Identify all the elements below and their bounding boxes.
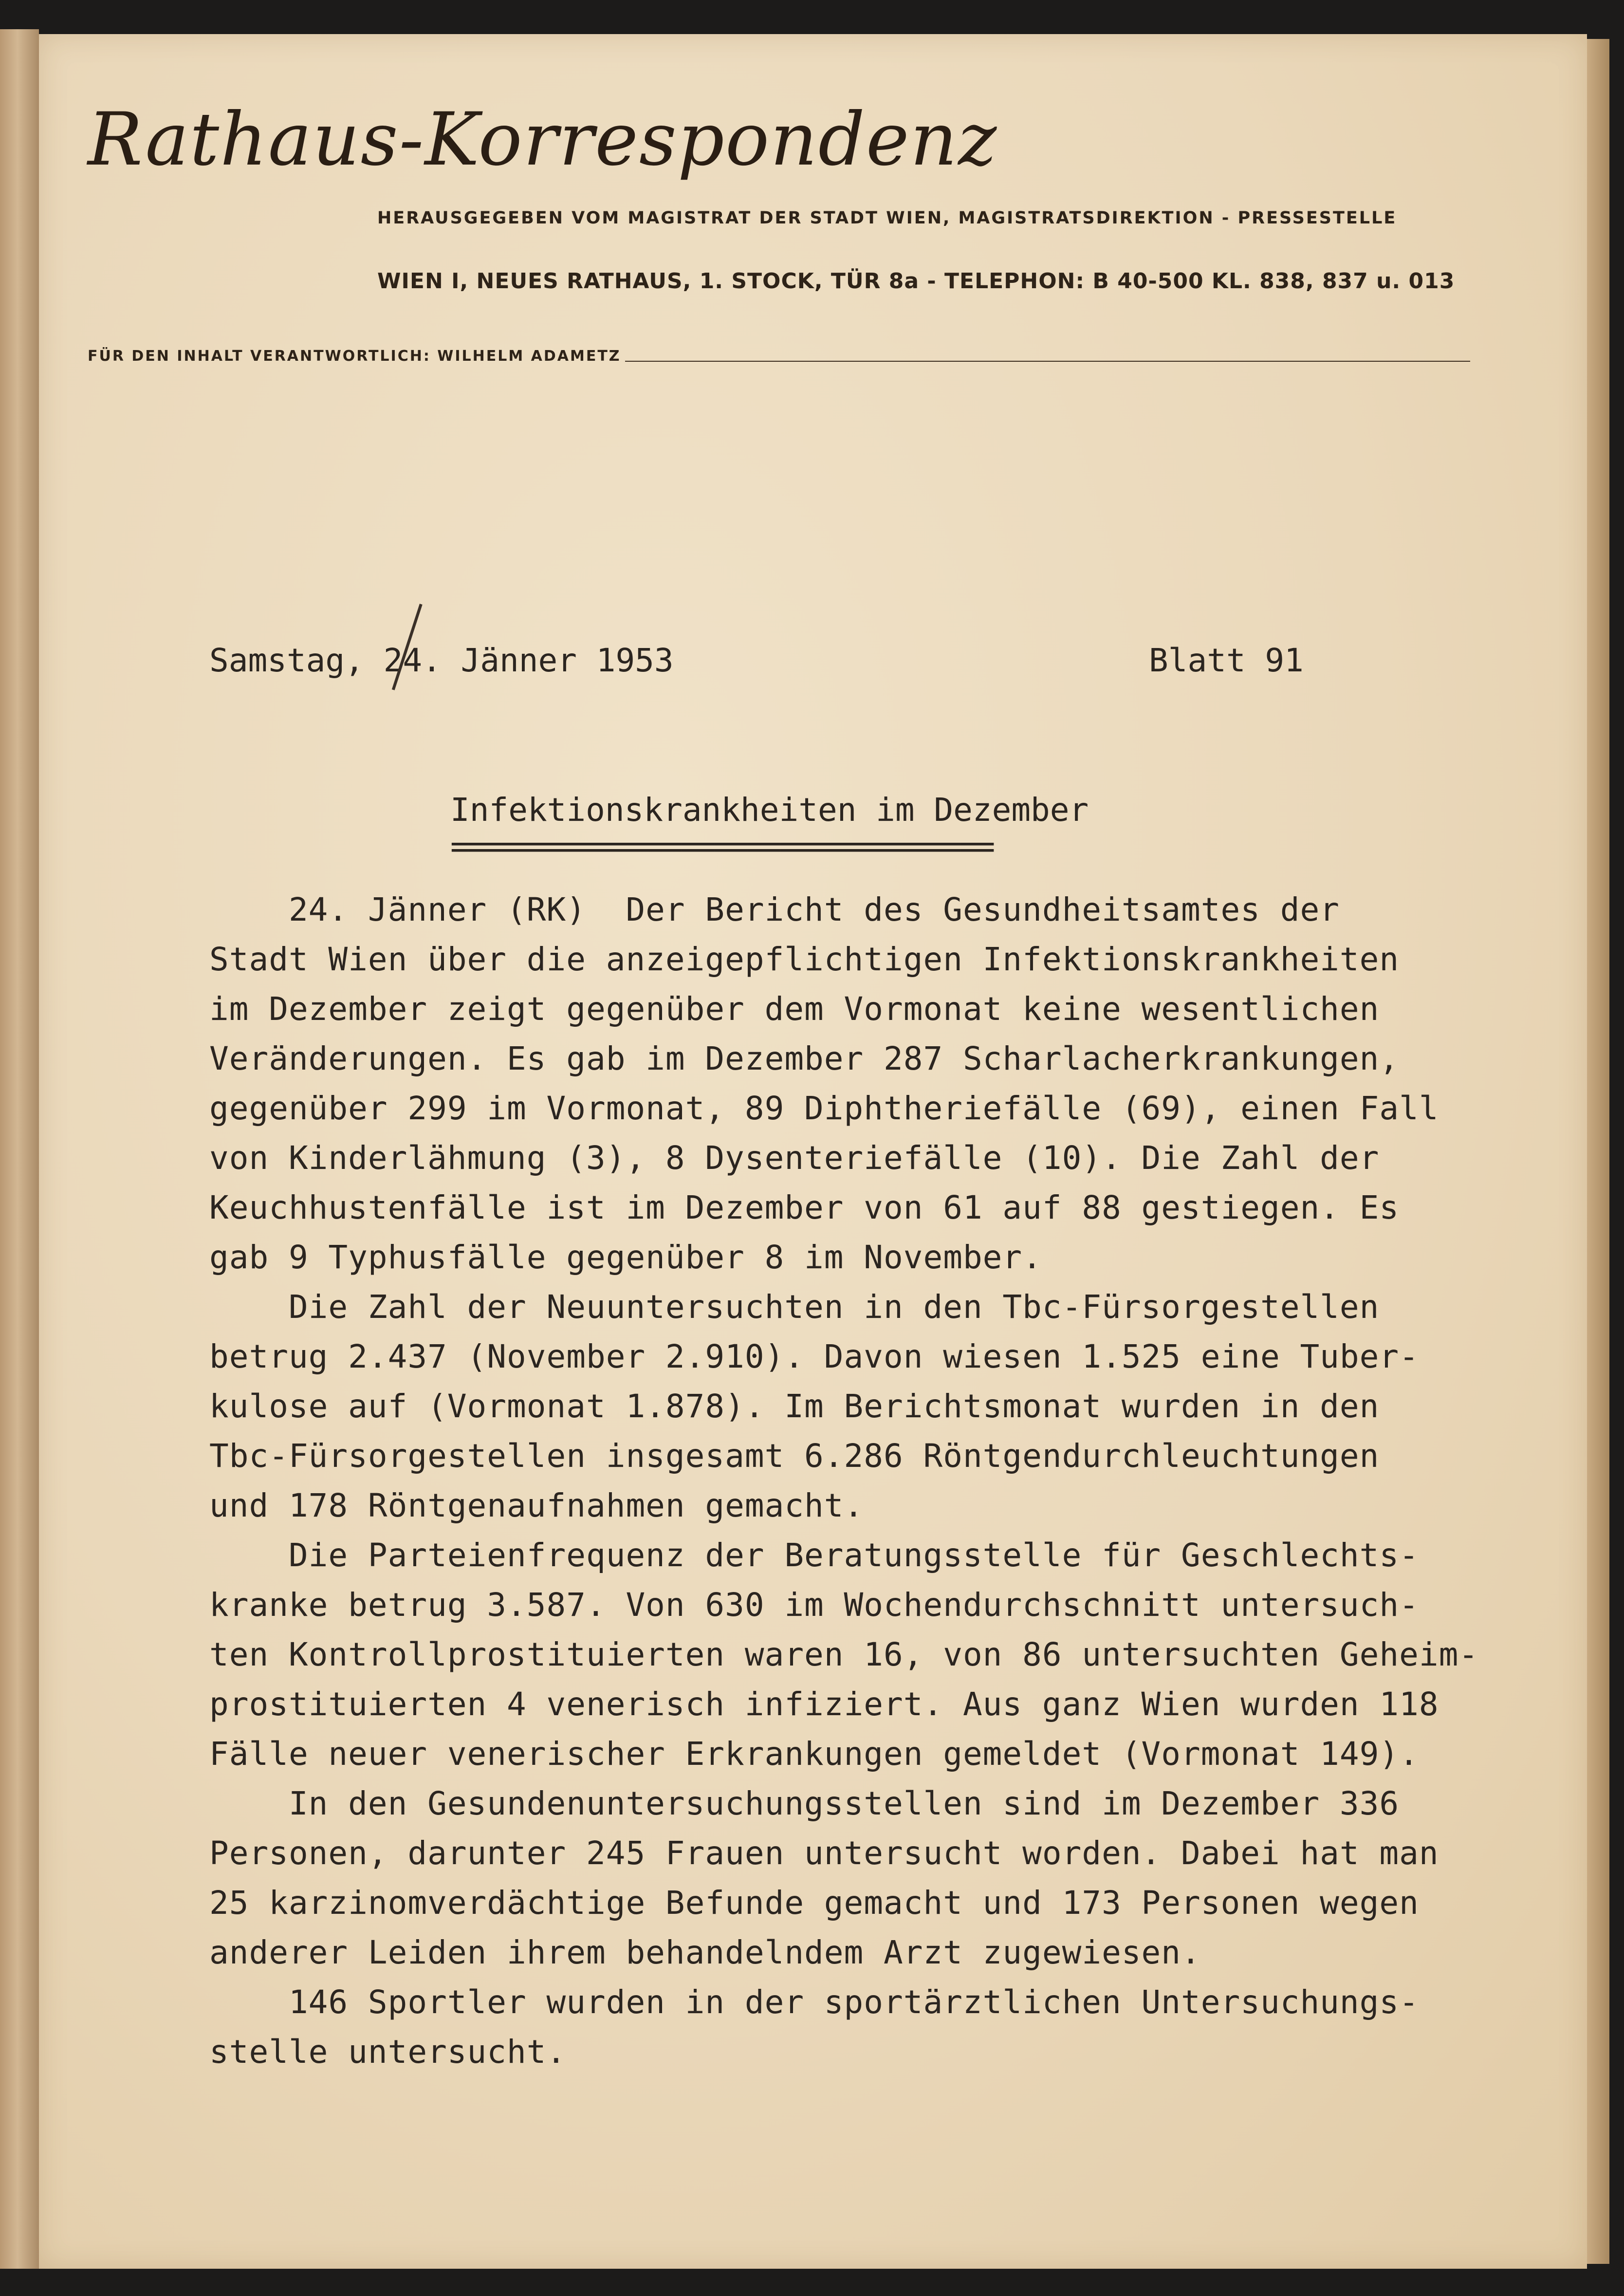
body-line: 25 karzinomverdächtige Befunde gemacht und 173 Personen wegen <box>209 1884 1419 1922</box>
body-line: von Kinderlähmung (3), 8 Dysenteriefälle (10). Die Zahl der <box>209 1139 1380 1177</box>
publisher-line: HERAUSGEGEBEN VOM MAGISTRAT DER STADT WIEN, MAGISTRATSDIREKTION - PRESSESTELLE <box>377 208 1397 228</box>
body-line: und 178 Röntgenaufnahmen gemacht. <box>209 1487 864 1524</box>
body-line: Personen, darunter 245 Frauen untersucht worden. Dabei hat man <box>209 1834 1439 1872</box>
body-line: im Dezember zeigt gegenüber dem Vormonat keine wesentlichen <box>209 990 1380 1028</box>
headline-underline: ================================= <box>450 828 993 865</box>
responsible-label: FÜR DEN INHALT VERANTWORTLICH: WILHELM ADAMETZ <box>88 348 621 365</box>
body-line: Keuchhustenfälle ist im Dezember von 61 auf 88 gestiegen. Es <box>209 1189 1400 1226</box>
headline: Infektionskrankheiten im Dezember <box>450 791 1089 829</box>
body-line: betrug 2.437 (November 2.910). Davon wiesen 1.525 eine Tuber- <box>209 1338 1419 1375</box>
body-line: Veränderungen. Es gab im Dezember 287 Scharlacherkrankungen, <box>209 1040 1400 1077</box>
responsible-row <box>88 343 1470 365</box>
address-line: WIEN I, NEUES RATHAUS, 1. STOCK, TÜR 8a - TELEPHON: B 40-500 KL. 838, 837 u. 013 <box>377 269 1455 294</box>
dateline: Samstag, 24. Jänner 1953 <box>209 642 674 679</box>
responsible-rule <box>625 361 1470 362</box>
body-line: Fälle neuer venerischer Erkrankungen gemeldet (Vormonat 149). <box>209 1735 1419 1773</box>
body-line: anderer Leiden ihrem behandelndem Arzt zugewiesen. <box>209 1934 1201 1971</box>
body-line: gegenüber 299 im Vormonat, 89 Diphtheriefälle (69), einen Fall <box>209 1090 1439 1127</box>
body-line: 146 Sportler wurden in der sportärztlichen Untersuchungs- <box>209 1983 1419 2021</box>
body-line: In den Gesundenuntersuchungsstellen sind im Dezember 336 <box>209 1785 1400 1822</box>
book-binding <box>0 29 39 2269</box>
body-line: prostituierten 4 venerisch infiziert. Aus ganz Wien wurden 118 <box>209 1685 1439 1723</box>
body-line: Die Zahl der Neuuntersuchten in den Tbc-Fürsorgestellen <box>209 1288 1380 1326</box>
body-line: kranke betrug 3.587. Von 630 im Wochendurchschnitt untersuch- <box>209 1586 1419 1624</box>
body-line: ten Kontrollprostituierten waren 16, von 86 untersuchten Geheim- <box>209 1636 1479 1673</box>
body-line: kulose auf (Vormonat 1.878). Im Berichtsmonat wurden in den <box>209 1388 1380 1425</box>
body-line: gab 9 Typhusfälle gegenüber 8 im November. <box>209 1239 1042 1276</box>
body-line: Stadt Wien über die anzeigepflichtigen Infektionskrankheiten <box>209 941 1400 978</box>
body-line: 24. Jänner (RK) Der Bericht des Gesundheitsamtes der <box>209 891 1340 928</box>
body-line: Tbc-Fürsorgestellen insgesamt 6.286 Röntgendurchleuchtungen <box>209 1437 1380 1475</box>
body-line: stelle untersucht. <box>209 2033 567 2071</box>
masthead-title: Rathaus-Korrespondenz <box>88 97 998 182</box>
page-edge <box>1587 39 1609 2264</box>
body-line: Die Parteienfrequenz der Beratungsstelle für Geschlechts- <box>209 1537 1419 1574</box>
sheet-number: Blatt 91 <box>1149 642 1304 679</box>
